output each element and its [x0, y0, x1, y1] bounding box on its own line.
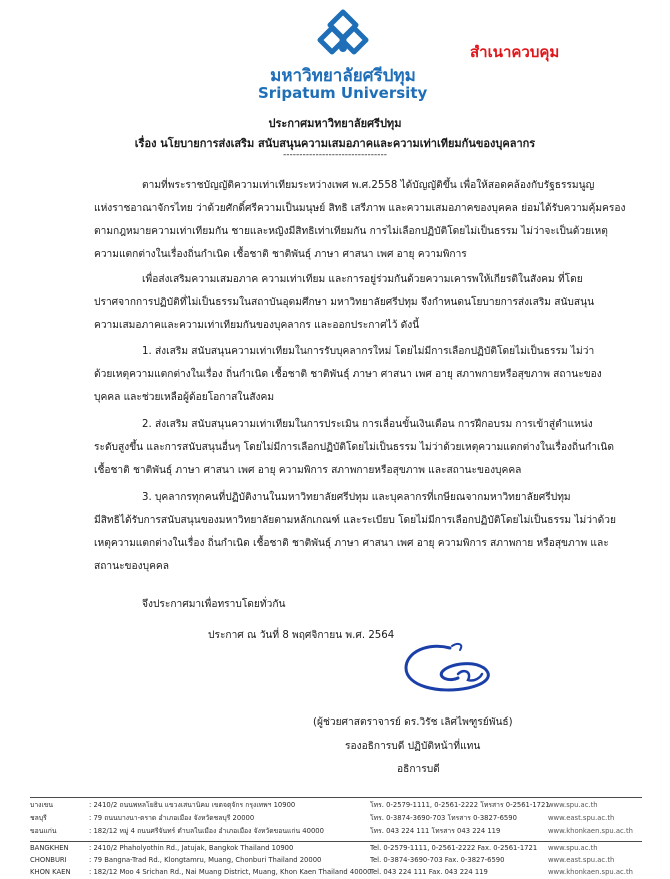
paragraph-1-line: ความแตกต่างในเรื่องถิ่นกำเนิด เชื้อชาติ ชาติพันธุ์ ภาษา ศาสนา เพศ อายุ ความพิการ [94, 249, 467, 260]
signatory-name: (ผู้ช่วยศาสตราจารย์ ดร.วิรัช เลิศไพฑูรย์พันธ์) [313, 717, 513, 728]
footer-website: www.spu.ac.th [548, 844, 598, 852]
footer-website: www.east.spu.ac.th [548, 814, 615, 822]
title-separator: -------------------------------- [283, 150, 387, 160]
paragraph-1-line: ตามที่พระราชบัญญัติความเท่าเทียมระหว่างเพศ พ.ศ.2558 ได้บัญญัติขึ้น เพื่อให้สอดคล้องกับรัฐธรรมนูญ [142, 180, 595, 191]
footer-phone: โทร. 0-3874-3690-703 โทรสาร 0-3827-6590 [370, 814, 517, 822]
footer-address: : 182/12 หมู่ 4 ถนนศรีจันทร์ ตำบลในเมือง อำเภอเมือง จังหวัดขอนแก่น 40000 [89, 827, 324, 835]
footer-phone: Tel. 0-3874-3690-703 Fax. 0-3827-6590 [370, 856, 505, 864]
paragraph-2-line: ปราศจากการปฏิบัติที่ไม่เป็นธรรมในสถาบันอุดมศึกษา มหาวิทยาลัยศรีปทุม จึงกำหนดนโยบายการส่งเสริม สนับสนุน [94, 297, 595, 308]
footer-phone: Tel. 0-2579-1111, 0-2561-2222 Fax. 0-2561-1721 [370, 844, 538, 852]
footer-campus-label: KHON KAEN [30, 868, 71, 876]
university-name-thai: มหาวิทยาลัยศรีปทุม [270, 66, 416, 86]
footer-divider [30, 797, 642, 798]
policy-item-2-line: เชื้อชาติ ชาติพันธุ์ ภาษา ศาสนา เพศ อายุ ความพิการ สภาพกายหรือสุขภาพ และสถานะของบุคคล [94, 465, 522, 476]
footer-address: : 182/12 Moo 4 Srichan Rd., Nai Muang District, Muang, Khon Kaen Thailand 40000 [89, 868, 372, 876]
footer-campus-label: CHONBURI [30, 856, 67, 864]
footer-website: www.khonkaen.spu.ac.th [548, 827, 633, 835]
university-name-english: Sripatum University [258, 84, 428, 102]
policy-item-3-line: 3. บุคลากรทุกคนที่ปฏิบัติงานในมหาวิทยาลัยศรีปทุม และบุคลากรที่เกษียณจากมหาวิทยาลัยศรีปทุม [142, 492, 571, 503]
paragraph-1-line: ตามกฎหมายความเท่าเทียมกัน ชายและหญิงมีสิทธิเท่าเทียมกัน การไม่เลือกปฏิบัติโดยไม่เป็นธรรม ไม่ว่าจะเป็นด้วยเหตุ [94, 226, 608, 237]
footer-website: www.khonkaen.spu.ac.th [548, 868, 633, 876]
footer-campus-label: บางเขน [30, 801, 54, 809]
policy-item-3-line: มีสิทธิได้รับการสนับสนุนของมหาวิทยาลัยตามหลักเกณฑ์ และระเบียบ โดยไม่มีการเลือกปฏิบัติโดยไม่เป็นธรรม ไม่ว่าด้วย [94, 515, 616, 526]
footer-website: www.spu.ac.th [548, 801, 598, 809]
footer-website: www.east.spu.ac.th [548, 856, 615, 864]
announcement-subject: เรื่อง นโยบายการส่งเสริม สนับสนุนความเสมอภาคและความเท่าเทียมกันของบุคลากร [134, 137, 536, 150]
footer-divider [30, 841, 642, 842]
paragraph-1-line: แห่งราชอาณาจักรไทย ว่าด้วยศักดิ์ศรีความเป็นมนุษย์ สิทธิ เสรีภาพ และความเสมอภาคของบุคคล ย่อมได้รับความคุ้มครอง [94, 203, 626, 214]
policy-item-2-line: 2. ส่งเสริม สนับสนุนความเท่าเทียมในการประเมิน การเลื่อนขั้นเงินเดือน การฝึกอบรม การเข้าสู่ตำแหน่ง [142, 419, 593, 430]
policy-item-2-line: ระดับสูงขึ้น และการสนับสนุนอื่นๆ โดยไม่มีการเลือกปฏิบัติโดยไม่เป็นธรรม ไม่ว่าด้วยเหตุความแตกต่างในเรื่องถิ่นกำเนิด [94, 442, 615, 453]
controlled-copy-stamp: สำเนาควบคุม [470, 43, 560, 61]
footer-campus-label: ชลบุรี [30, 814, 47, 822]
policy-item-3-line: เหตุความแตกต่างในเรื่อง ถิ่นกำเนิด เชื้อชาติ ชาติพันธุ์ ภาษา ศาสนา เพศ อายุ ความพิการ สภาพกาย หรือสุขภาพ และ [94, 538, 609, 549]
footer-campus-label: BANGKHEN [30, 844, 69, 852]
signatory-position: รองอธิการบดี ปฏิบัติหน้าที่แทน [345, 741, 481, 752]
policy-item-3-line: สถานะของบุคคล [94, 561, 169, 572]
footer-phone: โทร. 043 224 111 โทรสาร 043 224 119 [370, 827, 501, 835]
footer-address: : 79 Bangna-Trad Rd., Klongtamru, Muang, Chonburi Thailand 20000 [89, 856, 322, 864]
footer-address: : 2410/2 Phaholyothin Rd., Jatujak, Bangkok Thailand 10900 [89, 844, 294, 852]
signatory-position-title: อธิการบดี [397, 764, 440, 775]
university-logo [316, 8, 370, 62]
announcement-date: ประกาศ ณ วันที่ 8 พฤศจิกายน พ.ศ. 2564 [208, 630, 395, 641]
footer-campus-label: ขอนแก่น [30, 827, 57, 835]
footer-phone: โทร. 0-2579-1111, 0-2561-2222 โทรสาร 0-2561-1721 [370, 801, 550, 809]
closing-statement: จึงประกาศมาเพื่อทราบโดยทั่วกัน [142, 599, 286, 610]
footer-address: : 79 ถนนบางนา-ตราด อำเภอเมือง จังหวัดชลบุรี 20000 [89, 814, 255, 822]
announcement-title: ประกาศมหาวิทยาลัยศรีปทุม [268, 117, 402, 130]
footer-phone: Tel. 043 224 111 Fax. 043 224 119 [370, 868, 488, 876]
footer-address: : 2410/2 ถนนพหลโยธิน แขวงเสนานิคม เขตจตุจักร กรุงเทพฯ 10900 [89, 801, 296, 809]
policy-item-1-line: 1. ส่งเสริม สนับสนุนความเท่าเทียมในการรับบุคลากรใหม่ โดยไม่มีการเลือกปฏิบัติโดยไม่เป็นธรรม ไม่ว่า [142, 346, 595, 357]
policy-item-1-line: ด้วยเหตุความแตกต่างในเรื่อง ถิ่นกำเนิด เชื้อชาติ ชาติพันธุ์ ภาษา ศาสนา เพศ อายุ สภาพกายหรือสุขภาพ สถานะของ [94, 369, 602, 380]
policy-item-1-line: บุคคล และช่วยเหลือผู้ด้อยโอกาสในสังคม [94, 392, 275, 403]
handwritten-signature [398, 638, 508, 698]
paragraph-2-line: เพื่อส่งเสริมความเสมอภาค ความเท่าเทียม และการอยู่ร่วมกันด้วยความเคารพให้เกียรติในสังคม ที่โดย [142, 274, 583, 285]
paragraph-2-line: ความเสมอภาคและความเท่าเทียมกันของบุคลากร และออกประกาศไว้ ดังนี้ [94, 320, 420, 331]
